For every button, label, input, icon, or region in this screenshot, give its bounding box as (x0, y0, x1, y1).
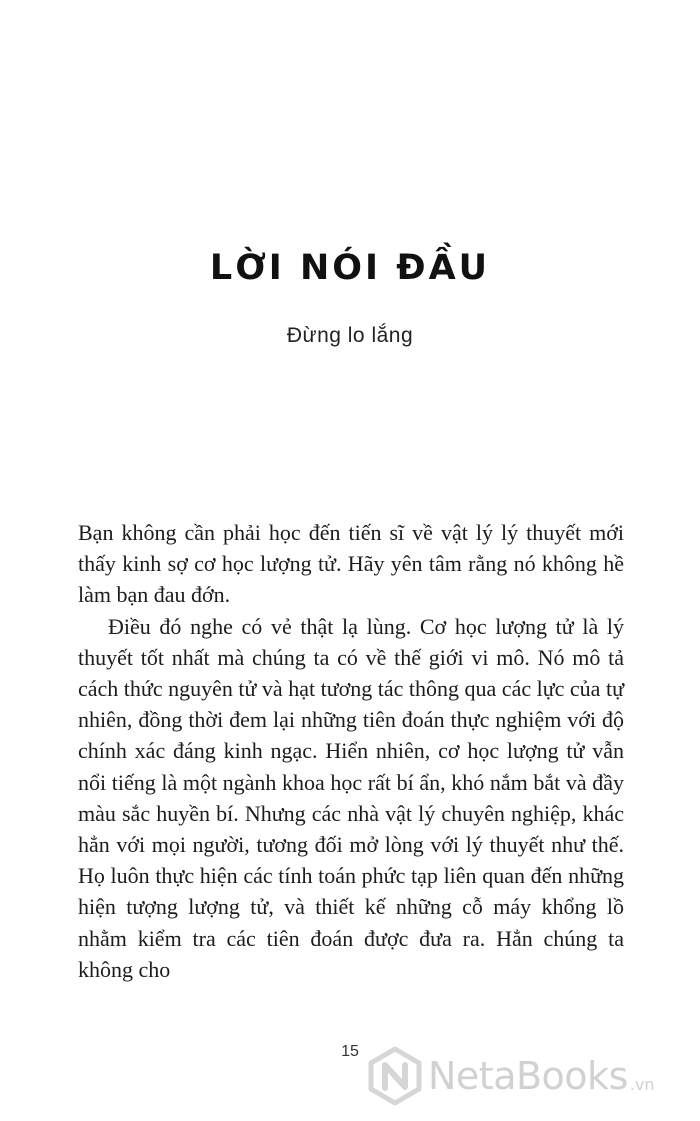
watermark-brand: NetaBooks (428, 1054, 628, 1098)
chapter-title: LỜI NÓI ĐẦU (209, 248, 491, 288)
paragraph: Điều đó nghe có vẻ thật lạ lùng. Cơ học lượng tử là lý thuyết tốt nhất mà chúng ta có về thế giới vi mô. Nó mô tả cách thức nguyên tử và hạt tương tác thông qua các lực của tự nhiên, đồng thời đem lại những tiên đoán thực nghiệm với độ chính xác đáng kinh ngạc. Hiển nhiên, cơ học lượng tử vẫn nổi tiếng là một ngành khoa học rất bí ẩn, khó nắm bắt và đầy màu sắc huyền bí. Nhưng các nhà vật lý chuyên nghiệp, khác hẳn với mọi người, tương đối mở lòng với lý thuyết như thế. Họ luôn thực hiện các tính toán phức tạp liên quan đến những hiện tượng lượng tử, và thiết kế những cỗ máy khổng lồ nhằm kiểm tra các tiên đoán được đưa ra. Hẳn chúng ta không cho (78, 613, 624, 982)
chapter-subtitle: Đừng lo lắng (286, 324, 414, 347)
page-number: 15 (341, 1043, 359, 1060)
body-text (78, 517, 624, 985)
watermark (368, 1044, 688, 1108)
paragraph: Bạn không cần phải học đến tiến sĩ về vật lý lý thuyết mới thấy kinh sợ cơ học lượng tử. Hãy yên tâm rằng nó không hề làm bạn đau đớn. (78, 520, 624, 608)
netabooks-logo-icon (368, 1046, 422, 1106)
watermark-suffix: .vn (629, 1075, 655, 1094)
